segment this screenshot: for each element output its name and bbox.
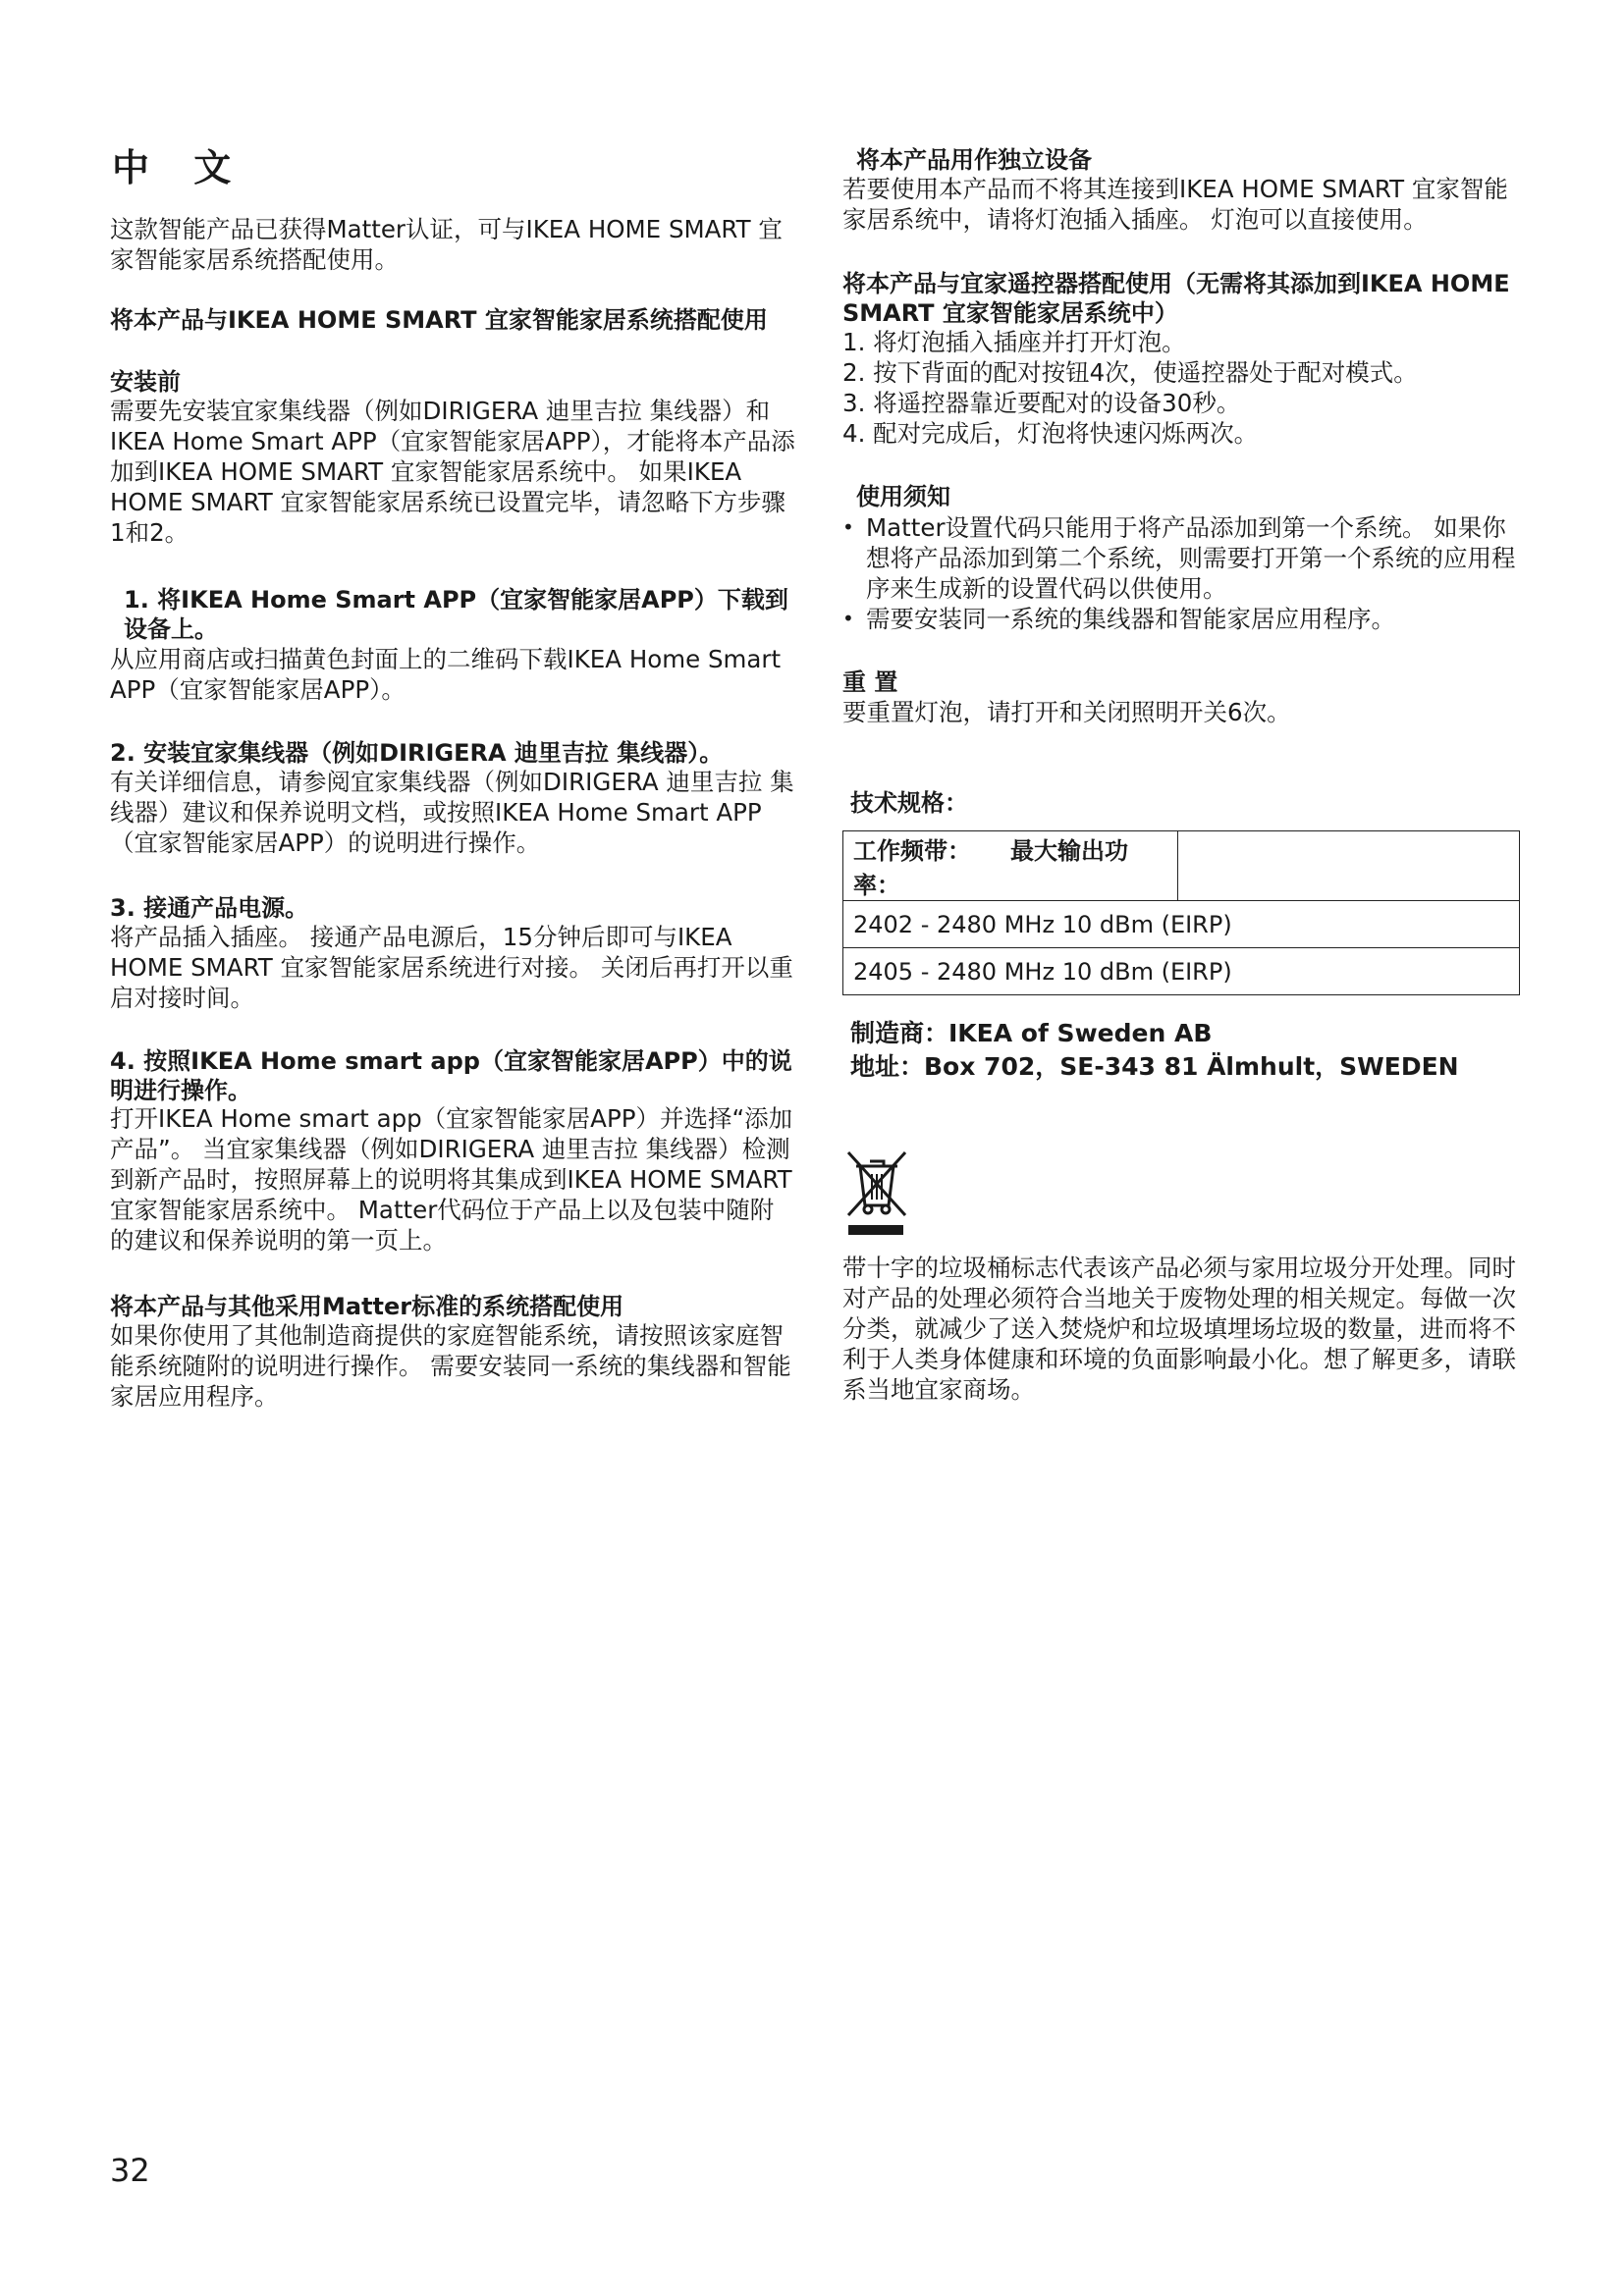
- step1-heading: 1. 将IKEA Home Smart APP（宜家智能家居APP）下载到设备上。: [124, 586, 788, 643]
- step4-text: 打开IKEA Home smart app（宜家智能家居APP）并选择“添加产品”。 当宜家集线器（例如DIRIGERA 迪里吉拉 集线器）检测到新产品时，按照屏幕上的说明将其集成到IKEA HOME SMART 宜家智能家居系统中。 Matter代码位于产品上以及包装中随附的建议和保养说明的第一页上。: [110, 1104, 793, 1255]
- standalone-text: 若要使用本产品而不将其连接到IKEA HOME SMART 宜家智能家居系统中，请将灯泡插入插座。 灯泡可以直接使用。: [842, 175, 1508, 234]
- weee-text: 带十字的垃圾桶标志代表该产品必须与家用垃圾分开处理。同时对产品的处理必须符合当地关于废物处理的相关规定。每做一次分类，就减少了送入焚烧炉和垃圾填埋场垃圾的数量，进而将不利于人类身体健康和环境的负面影响最小化。想了解更多，请联系当地宜家商场。: [842, 1254, 1516, 1404]
- matter-other-text: 如果你使用了其他制造商提供的家庭智能系统，请按照该家庭智能系统随附的说明进行操作。 需要安装同一系统的集线器和智能家居应用程序。: [110, 1321, 791, 1411]
- note-item: • 需要安装同一系统的集线器和智能家居应用程序。: [842, 604, 1530, 634]
- note-item: • Matter设置代码只能用于将产品添加到第一个系统。 如果你想将产品添加到第二个系统，则需要打开第一个系统的应用程序来生成新的设置代码以供使用。: [842, 512, 1530, 604]
- specs-table: [842, 830, 1520, 995]
- specs-row: [843, 901, 1520, 948]
- address: 地址：Box 702，SE-343 81 Älmhult，SWEDEN: [850, 1052, 1459, 1081]
- manufacturer: 制造商：IKEA of Sweden AB: [850, 1019, 1213, 1047]
- notes-list: [842, 512, 1530, 634]
- intro-text: 这款智能产品已获得Matter认证，可与IKEA HOME SMART 宜家智能家居系统搭配使用。: [110, 215, 783, 274]
- page-title: 中 文: [112, 146, 247, 189]
- specs-header-row: [843, 831, 1520, 901]
- section-heading-ikea-home-smart: 将本产品与IKEA HOME SMART 宜家智能家居系统搭配使用: [110, 306, 768, 334]
- crossed-out-wheelie-bin-icon: [842, 1145, 911, 1239]
- reset-heading: 重 置: [842, 668, 898, 696]
- specs-band: 2405 - 2480 MHz: [853, 957, 1056, 986]
- step3-heading: 3. 接通产品电源。: [110, 894, 309, 922]
- standalone-heading: 将本产品用作独立设备: [856, 146, 1092, 174]
- specs-col-power-header: 最大输出功率：: [853, 837, 1128, 899]
- remote-step: 1. 将灯泡插入插座并打开灯泡。: [842, 328, 1186, 356]
- before-install-text: 需要先安装宜家集线器（例如DIRIGERA 迪里吉拉 集线器）和IKEA Home Smart APP（宜家智能家居APP），才能将本产品添加到IKEA HOME SMART 宜家智能家居系统中。 如果IKEA HOME SMART 宜家智能家居系统已设置完毕，请忽略下方步骤1和2。: [110, 397, 795, 547]
- specs-row: [843, 948, 1520, 995]
- remote-heading: 将本产品与宜家遥控器搭配使用（无需将其添加到IKEA HOME SMART 宜家智能家居系统中）: [842, 270, 1510, 327]
- reset-text: 要重置灯泡，请打开和关闭照明开关6次。: [842, 698, 1291, 726]
- specs-heading: 技术规格：: [850, 789, 968, 817]
- remote-step: 2. 按下背面的配对按钮4次，使遥控器处于配对模式。: [842, 358, 1418, 387]
- notes-heading: 使用须知: [856, 483, 950, 510]
- matter-other-heading: 将本产品与其他采用Matter标准的系统搭配使用: [110, 1293, 624, 1320]
- remote-step: 3. 将遥控器靠近要配对的设备30秒。: [842, 389, 1241, 417]
- remote-steps-list: [842, 327, 1530, 449]
- page-number: 32: [110, 2152, 150, 2189]
- step4-heading: 4. 按照IKEA Home smart app（宜家智能家居APP）中的说明进行操作。: [110, 1047, 792, 1104]
- step3-text: 将产品插入插座。 接通产品电源后，15分钟后即可与IKEA HOME SMART 宜家智能家居系统进行对接。 关闭后再打开以重启对接时间。: [110, 923, 793, 1012]
- before-install-heading: 安装前: [110, 368, 181, 396]
- specs-power: 10 dBm (EIRP): [1061, 957, 1232, 986]
- remote-step: 4. 配对完成后，灯泡将快速闪烁两次。: [842, 419, 1259, 448]
- specs-band: 2402 - 2480 MHz: [853, 910, 1056, 938]
- specs-power: 10 dBm (EIRP): [1061, 910, 1232, 938]
- step1-text: 从应用商店或扫描黄色封面上的二维码下载IKEA Home Smart APP（宜家智能家居APP）。: [110, 645, 782, 704]
- step2-text: 有关详细信息，请参阅宜家集线器（例如DIRIGERA 迪里吉拉 集线器）建议和保养说明文档，或按照IKEA Home Smart APP（宜家智能家居APP）的说明进行操作。: [110, 768, 794, 857]
- step2-heading: 2. 安装宜家集线器（例如DIRIGERA 迪里吉拉 集线器）。: [110, 739, 724, 767]
- specs-col-band-header: 工作频带：: [853, 837, 971, 865]
